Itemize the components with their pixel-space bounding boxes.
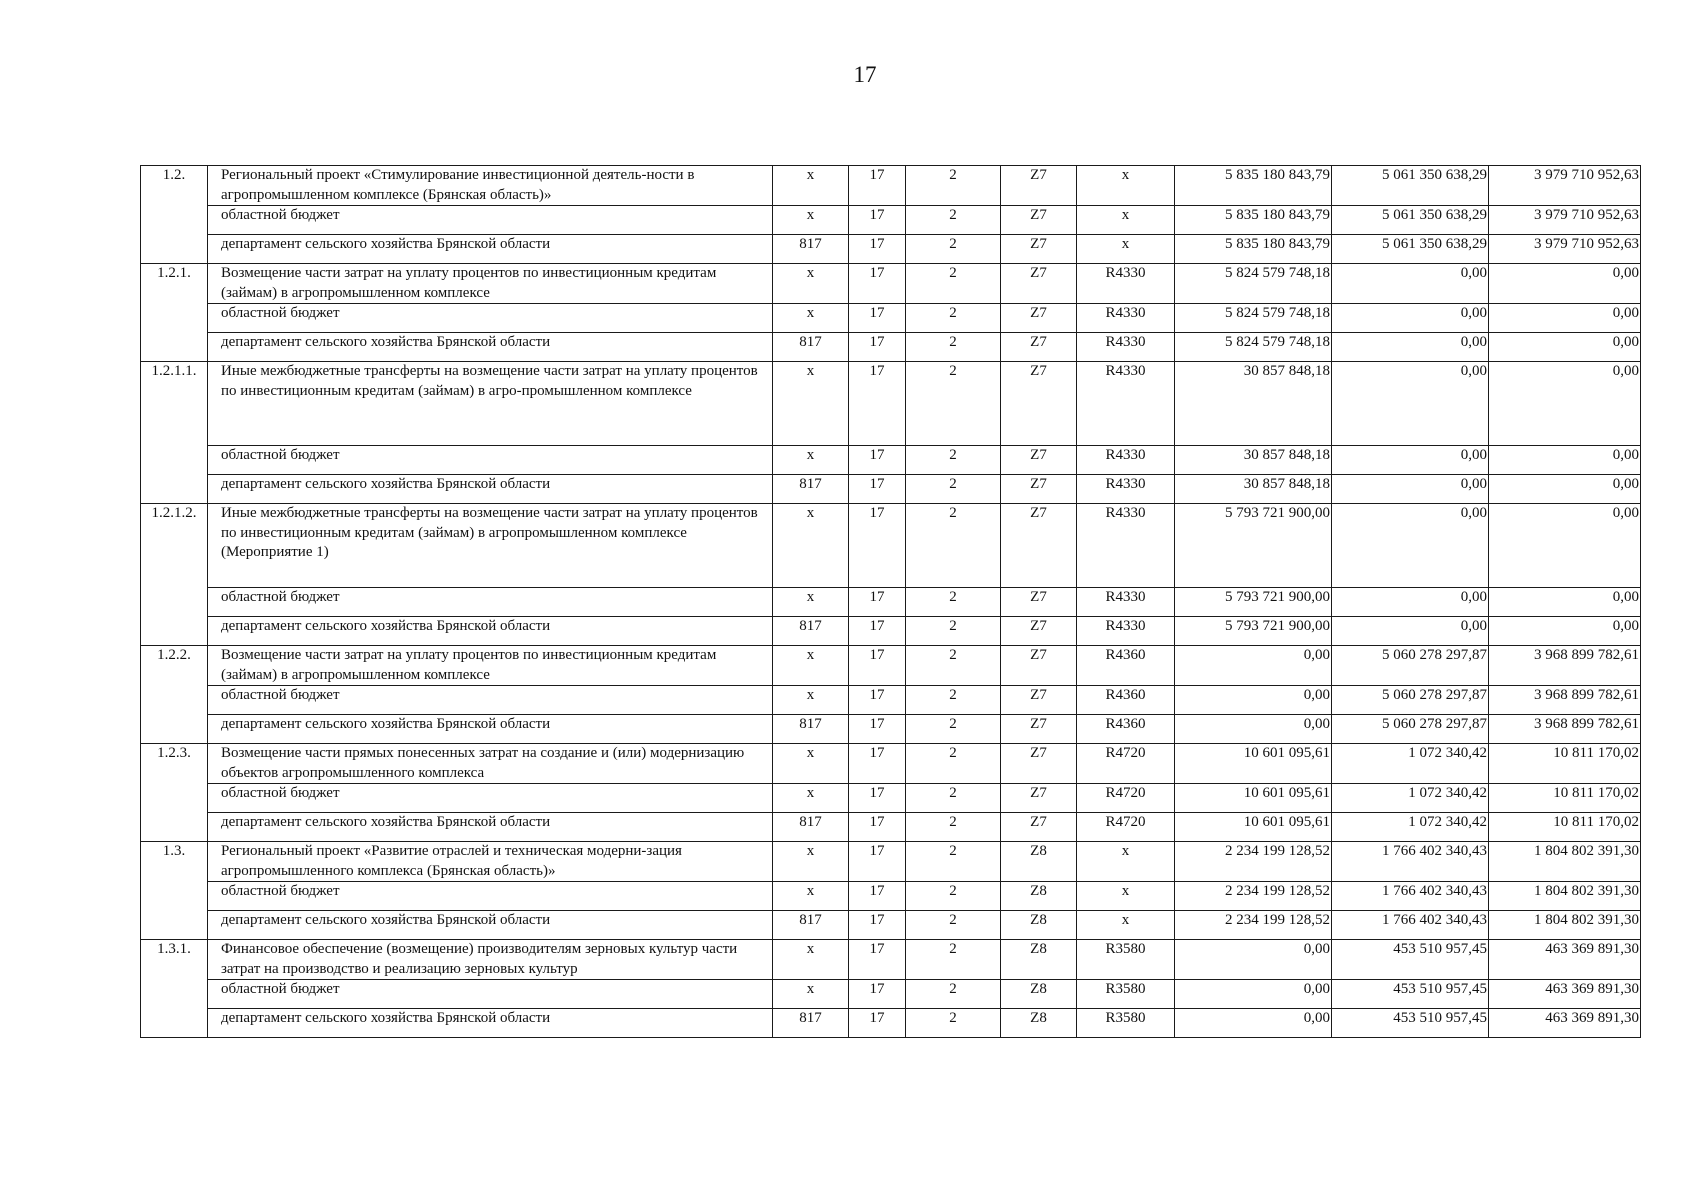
code-gr: х [773, 646, 849, 686]
code-gr: х [773, 446, 849, 475]
code-pgp: 2 [906, 588, 1001, 617]
row-name: Иные межбюджетные трансферты на возмещение части затрат на уплату процентов по инвестиционным кредитам (займам) в агропромышленном комплексе (Мероприятие 1) [208, 504, 773, 588]
code-ops: Z7 [1001, 166, 1077, 206]
code-gp: 17 [849, 235, 906, 264]
amount-2024: 1 072 340,42 [1332, 784, 1489, 813]
code-pgp: 2 [906, 842, 1001, 882]
code-nr: R4330 [1077, 304, 1175, 333]
amount-2025: 0,00 [1489, 504, 1641, 588]
code-pgp: 2 [906, 504, 1001, 588]
amount-2025: 463 369 891,30 [1489, 940, 1641, 980]
code-ops: Z8 [1001, 911, 1077, 940]
sub-row [141, 588, 1641, 617]
code-nr: R4330 [1077, 446, 1175, 475]
code-nr: R4360 [1077, 715, 1175, 744]
code-ops: Z7 [1001, 264, 1077, 304]
row-name: областной бюджет [208, 304, 773, 333]
code-ops: Z7 [1001, 617, 1077, 646]
code-pgp: 2 [906, 333, 1001, 362]
code-nr: R3580 [1077, 1009, 1175, 1038]
code-gr: 817 [773, 617, 849, 646]
code-pgp: 2 [906, 980, 1001, 1009]
sub-row [141, 813, 1641, 842]
row-number [141, 813, 208, 842]
code-gp: 17 [849, 304, 906, 333]
code-pgp: 2 [906, 813, 1001, 842]
row-number: 1.2.1. [141, 264, 208, 304]
row-number [141, 1009, 208, 1038]
sub-row [141, 304, 1641, 333]
amount-2024: 1 766 402 340,43 [1332, 882, 1489, 911]
amount-2025: 3 968 899 782,61 [1489, 686, 1641, 715]
amount-2023: 0,00 [1175, 940, 1332, 980]
row-name: департамент сельского хозяйства Брянской области [208, 333, 773, 362]
item-row [141, 940, 1641, 980]
code-ops: Z7 [1001, 744, 1077, 784]
code-gp: 17 [849, 646, 906, 686]
amount-2025: 463 369 891,30 [1489, 980, 1641, 1009]
amount-2025: 0,00 [1489, 588, 1641, 617]
amount-2023: 5 824 579 748,18 [1175, 304, 1332, 333]
row-name: Региональный проект «Развитие отраслей и техническая модерни-зация агропромышленного комплекса (Брянская область)» [208, 842, 773, 882]
code-pgp: 2 [906, 617, 1001, 646]
code-ops: Z8 [1001, 882, 1077, 911]
code-pgp: 2 [906, 646, 1001, 686]
code-gp: 17 [849, 504, 906, 588]
code-pgp: 2 [906, 940, 1001, 980]
item-row [141, 842, 1641, 882]
amount-2024: 5 060 278 297,87 [1332, 686, 1489, 715]
amount-2023: 10 601 095,61 [1175, 744, 1332, 784]
code-gp: 17 [849, 842, 906, 882]
code-gr: х [773, 362, 849, 446]
amount-2023: 5 793 721 900,00 [1175, 504, 1332, 588]
code-nr: х [1077, 911, 1175, 940]
code-nr: х [1077, 206, 1175, 235]
code-pgp: 2 [906, 166, 1001, 206]
amount-2024: 0,00 [1332, 362, 1489, 446]
amount-2025: 0,00 [1489, 362, 1641, 446]
amount-2023: 5 793 721 900,00 [1175, 588, 1332, 617]
sub-row [141, 882, 1641, 911]
row-number [141, 475, 208, 504]
item-row [141, 362, 1641, 446]
code-ops: Z8 [1001, 842, 1077, 882]
code-nr: R3580 [1077, 940, 1175, 980]
amount-2024: 5 061 350 638,29 [1332, 235, 1489, 264]
code-nr: R4720 [1077, 744, 1175, 784]
amount-2025: 10 811 170,02 [1489, 813, 1641, 842]
code-gp: 17 [849, 940, 906, 980]
code-gp: 17 [849, 911, 906, 940]
code-pgp: 2 [906, 304, 1001, 333]
row-number [141, 206, 208, 235]
row-name: департамент сельского хозяйства Брянской области [208, 911, 773, 940]
code-ops: Z7 [1001, 362, 1077, 446]
amount-2024: 5 060 278 297,87 [1332, 646, 1489, 686]
budget-table [140, 165, 1641, 1038]
row-number: 1.2.2. [141, 646, 208, 686]
code-gp: 17 [849, 784, 906, 813]
row-number [141, 446, 208, 475]
code-gp: 17 [849, 813, 906, 842]
amount-2023: 10 601 095,61 [1175, 784, 1332, 813]
amount-2023: 5 824 579 748,18 [1175, 333, 1332, 362]
row-name: департамент сельского хозяйства Брянской области [208, 813, 773, 842]
code-gp: 17 [849, 362, 906, 446]
code-gr: х [773, 166, 849, 206]
code-pgp: 2 [906, 744, 1001, 784]
code-ops: Z7 [1001, 235, 1077, 264]
amount-2024: 0,00 [1332, 304, 1489, 333]
code-gr: х [773, 940, 849, 980]
code-gr: 817 [773, 911, 849, 940]
sub-row [141, 715, 1641, 744]
code-nr: х [1077, 235, 1175, 264]
amount-2024: 0,00 [1332, 617, 1489, 646]
row-name: департамент сельского хозяйства Брянской области [208, 715, 773, 744]
row-name: областной бюджет [208, 588, 773, 617]
row-number: 1.3. [141, 842, 208, 882]
code-ops: Z7 [1001, 446, 1077, 475]
row-number: 1.2.1.2. [141, 504, 208, 588]
row-name: областной бюджет [208, 980, 773, 1009]
row-name: Финансовое обеспечение (возмещение) производителям зерновых культур части затрат на производство и реализацию зерновых культур [208, 940, 773, 980]
amount-2023: 0,00 [1175, 715, 1332, 744]
code-ops: Z7 [1001, 784, 1077, 813]
amount-2025: 463 369 891,30 [1489, 1009, 1641, 1038]
amount-2024: 453 510 957,45 [1332, 940, 1489, 980]
code-pgp: 2 [906, 715, 1001, 744]
code-pgp: 2 [906, 362, 1001, 446]
code-nr: х [1077, 882, 1175, 911]
code-ops: Z7 [1001, 504, 1077, 588]
row-number: 1.2.3. [141, 744, 208, 784]
code-gp: 17 [849, 1009, 906, 1038]
amount-2023: 5 835 180 843,79 [1175, 235, 1332, 264]
code-pgp: 2 [906, 882, 1001, 911]
amount-2023: 30 857 848,18 [1175, 362, 1332, 446]
sub-row [141, 446, 1641, 475]
page-number: 17 [853, 62, 877, 87]
amount-2023: 0,00 [1175, 646, 1332, 686]
amount-2024: 5 061 350 638,29 [1332, 166, 1489, 206]
code-nr: R4720 [1077, 784, 1175, 813]
code-pgp: 2 [906, 784, 1001, 813]
amount-2024: 0,00 [1332, 264, 1489, 304]
row-number [141, 686, 208, 715]
amount-2025: 1 804 802 391,30 [1489, 842, 1641, 882]
code-ops: Z7 [1001, 646, 1077, 686]
code-ops: Z7 [1001, 686, 1077, 715]
code-ops: Z7 [1001, 588, 1077, 617]
code-gr: х [773, 842, 849, 882]
code-gr: х [773, 744, 849, 784]
sub-row [141, 475, 1641, 504]
amount-2025: 10 811 170,02 [1489, 784, 1641, 813]
row-number [141, 235, 208, 264]
amount-2023: 0,00 [1175, 686, 1332, 715]
code-nr: R4360 [1077, 646, 1175, 686]
code-gp: 17 [849, 588, 906, 617]
amount-2025: 0,00 [1489, 446, 1641, 475]
row-number: 1.3.1. [141, 940, 208, 980]
code-gr: х [773, 264, 849, 304]
amount-2025: 1 804 802 391,30 [1489, 911, 1641, 940]
row-name: Возмещение части затрат на уплату процентов по инвестиционным кредитам (займам) в агропромышленном комплексе [208, 646, 773, 686]
row-number [141, 588, 208, 617]
row-name: Иные межбюджетные трансферты на возмещение части затрат на уплату процентов по инвестиционным кредитам (займам) в агро-промышленном комплексе [208, 362, 773, 446]
code-nr: R4330 [1077, 475, 1175, 504]
row-number [141, 980, 208, 1009]
code-gp: 17 [849, 882, 906, 911]
code-nr: R4330 [1077, 362, 1175, 446]
code-gp: 17 [849, 206, 906, 235]
code-nr: х [1077, 842, 1175, 882]
sub-row [141, 980, 1641, 1009]
code-gp: 17 [849, 166, 906, 206]
amount-2025: 0,00 [1489, 475, 1641, 504]
amount-2025: 3 968 899 782,61 [1489, 646, 1641, 686]
amount-2023: 5 835 180 843,79 [1175, 206, 1332, 235]
code-pgp: 2 [906, 911, 1001, 940]
row-name: департамент сельского хозяйства Брянской области [208, 1009, 773, 1038]
row-number: 1.2. [141, 166, 208, 206]
amount-2023: 2 234 199 128,52 [1175, 882, 1332, 911]
amount-2023: 30 857 848,18 [1175, 446, 1332, 475]
code-gp: 17 [849, 686, 906, 715]
row-number [141, 304, 208, 333]
item-row [141, 744, 1641, 784]
amount-2023: 2 234 199 128,52 [1175, 842, 1332, 882]
sub-row [141, 235, 1641, 264]
amount-2025: 1 804 802 391,30 [1489, 882, 1641, 911]
code-gr: х [773, 304, 849, 333]
code-pgp: 2 [906, 475, 1001, 504]
code-gr: 817 [773, 1009, 849, 1038]
item-row [141, 504, 1641, 588]
amount-2025: 3 968 899 782,61 [1489, 715, 1641, 744]
amount-2024: 0,00 [1332, 504, 1489, 588]
code-ops: Z8 [1001, 940, 1077, 980]
item-row [141, 646, 1641, 686]
code-gp: 17 [849, 475, 906, 504]
amount-2024: 453 510 957,45 [1332, 1009, 1489, 1038]
row-number [141, 882, 208, 911]
code-nr: R3580 [1077, 980, 1175, 1009]
amount-2023: 30 857 848,18 [1175, 475, 1332, 504]
code-gr: 817 [773, 715, 849, 744]
code-gr: 817 [773, 333, 849, 362]
code-nr: R4360 [1077, 686, 1175, 715]
sub-row [141, 911, 1641, 940]
code-pgp: 2 [906, 686, 1001, 715]
row-name: Возмещение части затрат на уплату процентов по инвестиционным кредитам (займам) в агропромышленном комплексе [208, 264, 773, 304]
code-gr: х [773, 980, 849, 1009]
sub-row [141, 617, 1641, 646]
amount-2024: 1 072 340,42 [1332, 744, 1489, 784]
amount-2023: 5 835 180 843,79 [1175, 166, 1332, 206]
row-name: областной бюджет [208, 446, 773, 475]
amount-2023: 5 793 721 900,00 [1175, 617, 1332, 646]
row-name: департамент сельского хозяйства Брянской области [208, 235, 773, 264]
amount-2023: 2 234 199 128,52 [1175, 911, 1332, 940]
code-nr: R4720 [1077, 813, 1175, 842]
code-nr: R4330 [1077, 333, 1175, 362]
amount-2025: 0,00 [1489, 304, 1641, 333]
row-number [141, 784, 208, 813]
row-name: Региональный проект «Стимулирование инвестиционной деятель-ности в агропромышленном комплексе (Брянская область)» [208, 166, 773, 206]
row-number [141, 617, 208, 646]
code-nr: х [1077, 166, 1175, 206]
amount-2025: 0,00 [1489, 333, 1641, 362]
item-row [141, 264, 1641, 304]
row-name: областной бюджет [208, 882, 773, 911]
code-ops: Z7 [1001, 304, 1077, 333]
amount-2024: 0,00 [1332, 475, 1489, 504]
amount-2025: 10 811 170,02 [1489, 744, 1641, 784]
code-gp: 17 [849, 715, 906, 744]
amount-2024: 1 072 340,42 [1332, 813, 1489, 842]
row-name: областной бюджет [208, 784, 773, 813]
code-ops: Z7 [1001, 206, 1077, 235]
code-gr: 817 [773, 813, 849, 842]
code-nr: R4330 [1077, 588, 1175, 617]
code-pgp: 2 [906, 264, 1001, 304]
code-gp: 17 [849, 980, 906, 1009]
table-body [141, 166, 1641, 1038]
code-ops: Z8 [1001, 980, 1077, 1009]
amount-2025: 0,00 [1489, 264, 1641, 304]
code-gr: 817 [773, 235, 849, 264]
sub-row [141, 1009, 1641, 1038]
row-number [141, 333, 208, 362]
code-ops: Z7 [1001, 475, 1077, 504]
code-ops: Z8 [1001, 1009, 1077, 1038]
code-gr: х [773, 588, 849, 617]
code-gp: 17 [849, 617, 906, 646]
code-ops: Z7 [1001, 715, 1077, 744]
code-gr: х [773, 504, 849, 588]
amount-2023: 10 601 095,61 [1175, 813, 1332, 842]
row-number [141, 715, 208, 744]
row-number: 1.2.1.1. [141, 362, 208, 446]
code-gp: 17 [849, 333, 906, 362]
code-gr: х [773, 784, 849, 813]
item-row [141, 166, 1641, 206]
code-pgp: 2 [906, 446, 1001, 475]
amount-2023: 0,00 [1175, 1009, 1332, 1038]
row-name: областной бюджет [208, 206, 773, 235]
code-gr: х [773, 686, 849, 715]
sub-row [141, 784, 1641, 813]
code-gr: 817 [773, 475, 849, 504]
code-gp: 17 [849, 744, 906, 784]
sub-row [141, 206, 1641, 235]
amount-2024: 0,00 [1332, 446, 1489, 475]
row-name: департамент сельского хозяйства Брянской области [208, 617, 773, 646]
amount-2025: 3 979 710 952,63 [1489, 235, 1641, 264]
amount-2024: 0,00 [1332, 588, 1489, 617]
amount-2024: 5 060 278 297,87 [1332, 715, 1489, 744]
code-gr: х [773, 206, 849, 235]
code-nr: R4330 [1077, 264, 1175, 304]
code-gr: х [773, 882, 849, 911]
sub-row [141, 686, 1641, 715]
amount-2023: 5 824 579 748,18 [1175, 264, 1332, 304]
amount-2024: 1 766 402 340,43 [1332, 842, 1489, 882]
code-pgp: 2 [906, 206, 1001, 235]
code-gp: 17 [849, 446, 906, 475]
code-nr: R4330 [1077, 504, 1175, 588]
amount-2023: 0,00 [1175, 980, 1332, 1009]
row-name: областной бюджет [208, 686, 773, 715]
row-name: департамент сельского хозяйства Брянской области [208, 475, 773, 504]
code-pgp: 2 [906, 235, 1001, 264]
amount-2025: 0,00 [1489, 617, 1641, 646]
code-ops: Z7 [1001, 333, 1077, 362]
code-gp: 17 [849, 264, 906, 304]
amount-2024: 453 510 957,45 [1332, 980, 1489, 1009]
amount-2024: 5 061 350 638,29 [1332, 206, 1489, 235]
code-pgp: 2 [906, 1009, 1001, 1038]
code-nr: R4330 [1077, 617, 1175, 646]
amount-2025: 3 979 710 952,63 [1489, 166, 1641, 206]
amount-2024: 1 766 402 340,43 [1332, 911, 1489, 940]
amount-2024: 0,00 [1332, 333, 1489, 362]
row-number [141, 911, 208, 940]
sub-row [141, 333, 1641, 362]
code-ops: Z7 [1001, 813, 1077, 842]
amount-2025: 3 979 710 952,63 [1489, 206, 1641, 235]
row-name: Возмещение части прямых понесенных затрат на создание и (или) модернизацию объектов агропромышленного комплекса [208, 744, 773, 784]
